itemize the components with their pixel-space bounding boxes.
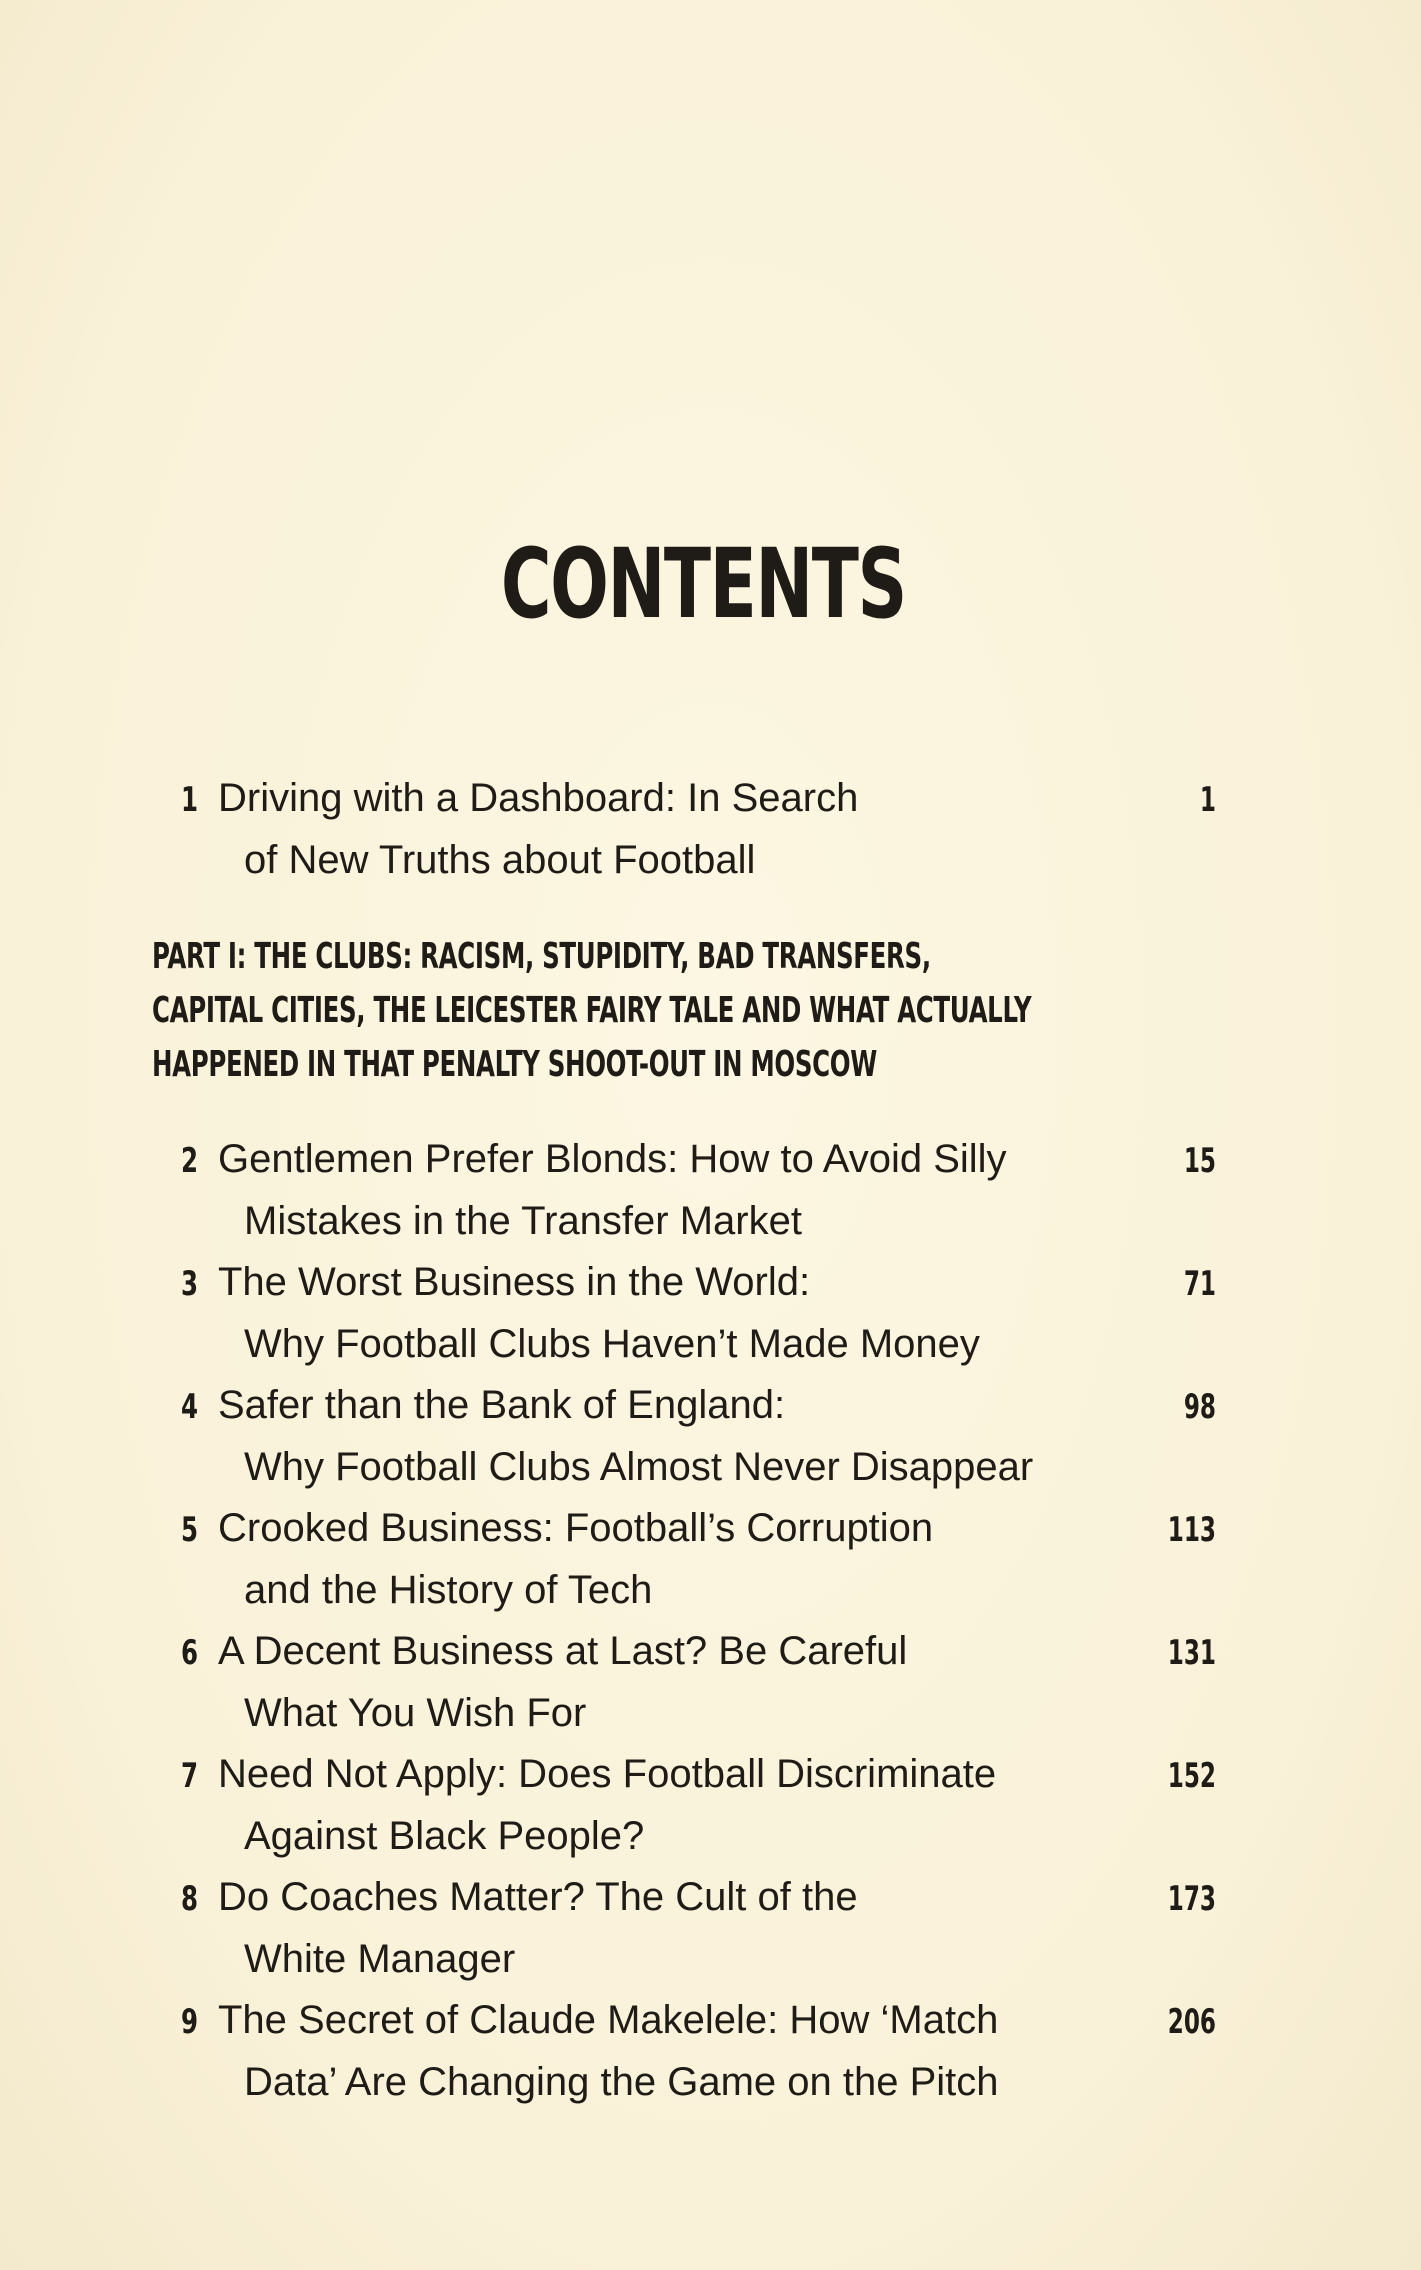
chapter-title-line2: White Manager: [244, 1937, 516, 1981]
chapter-title-line1: Crooked Business: Football’s Corruption: [218, 1506, 934, 1550]
chapter-number: 6: [180, 1633, 198, 1673]
chapter-title-line1: The Worst Business in the World:: [218, 1260, 811, 1304]
chapter-title-line1: Gentlemen Prefer Blonds: How to Avoid Silly: [218, 1137, 1007, 1181]
part-heading-line3: HAPPENED IN THAT PENALTY SHOOT-OUT IN MOSCOW: [152, 1044, 877, 1085]
chapter-number: 9: [180, 2002, 198, 2042]
page-number: 113: [1167, 1510, 1216, 1550]
page-number: 15: [1183, 1141, 1216, 1181]
chapter-title-line1: Do Coaches Matter? The Cult of the: [218, 1875, 858, 1919]
chapter-title-line2: of New Truths about Football: [244, 838, 756, 882]
chapter-number: 2: [180, 1141, 198, 1181]
chapter-title-line2: Data’ Are Changing the Game on the Pitch: [244, 2060, 999, 2104]
chapter-number: 4: [180, 1387, 198, 1427]
page-number: 173: [1167, 1879, 1216, 1919]
chapter-title-line1: Safer than the Bank of England:: [218, 1383, 786, 1427]
chapter-title-line1: Need Not Apply: Does Football Discriminate: [218, 1752, 997, 1796]
chapter-number: 7: [180, 1756, 198, 1796]
chapter-title-line1: A Decent Business at Last? Be Careful: [218, 1629, 908, 1673]
part-heading-line2: CAPITAL CITIES, THE LEICESTER FAIRY TALE AND WHAT ACTUALLY: [152, 990, 1032, 1031]
chapter-title-line2: Mistakes in the Transfer Market: [244, 1199, 802, 1243]
chapter-number: 1: [180, 780, 198, 820]
chapter-title-line1: Driving with a Dashboard: In Search: [218, 776, 859, 820]
page-title: CONTENTS: [500, 528, 906, 640]
chapter-title-line2: What You Wish For: [244, 1691, 587, 1735]
page-number: 98: [1183, 1387, 1216, 1427]
chapter-number: 3: [180, 1264, 198, 1304]
page-number: 206: [1167, 2002, 1216, 2042]
part-heading-line1: PART I: THE CLUBS: RACISM, STUPIDITY, BAD TRANSFERS,: [152, 936, 931, 977]
page-number: 1: [1199, 780, 1216, 820]
page-number: 152: [1167, 1756, 1216, 1796]
chapter-title-line2: and the History of Tech: [244, 1568, 653, 1612]
part-heading: [152, 930, 1032, 1092]
chapter-title-line2: Why Football Clubs Haven’t Made Money: [244, 1322, 980, 1366]
chapter-number: 5: [180, 1510, 198, 1550]
page-number: 131: [1167, 1633, 1216, 1673]
chapter-number: 8: [180, 1879, 198, 1919]
page-number: 71: [1183, 1264, 1216, 1304]
chapter-title-line2: Why Football Clubs Almost Never Disappear: [244, 1445, 1034, 1489]
chapter-title-line1: The Secret of Claude Makelele: How ‘Match: [218, 1998, 999, 2042]
chapter-title-line2: Against Black People?: [244, 1814, 645, 1858]
